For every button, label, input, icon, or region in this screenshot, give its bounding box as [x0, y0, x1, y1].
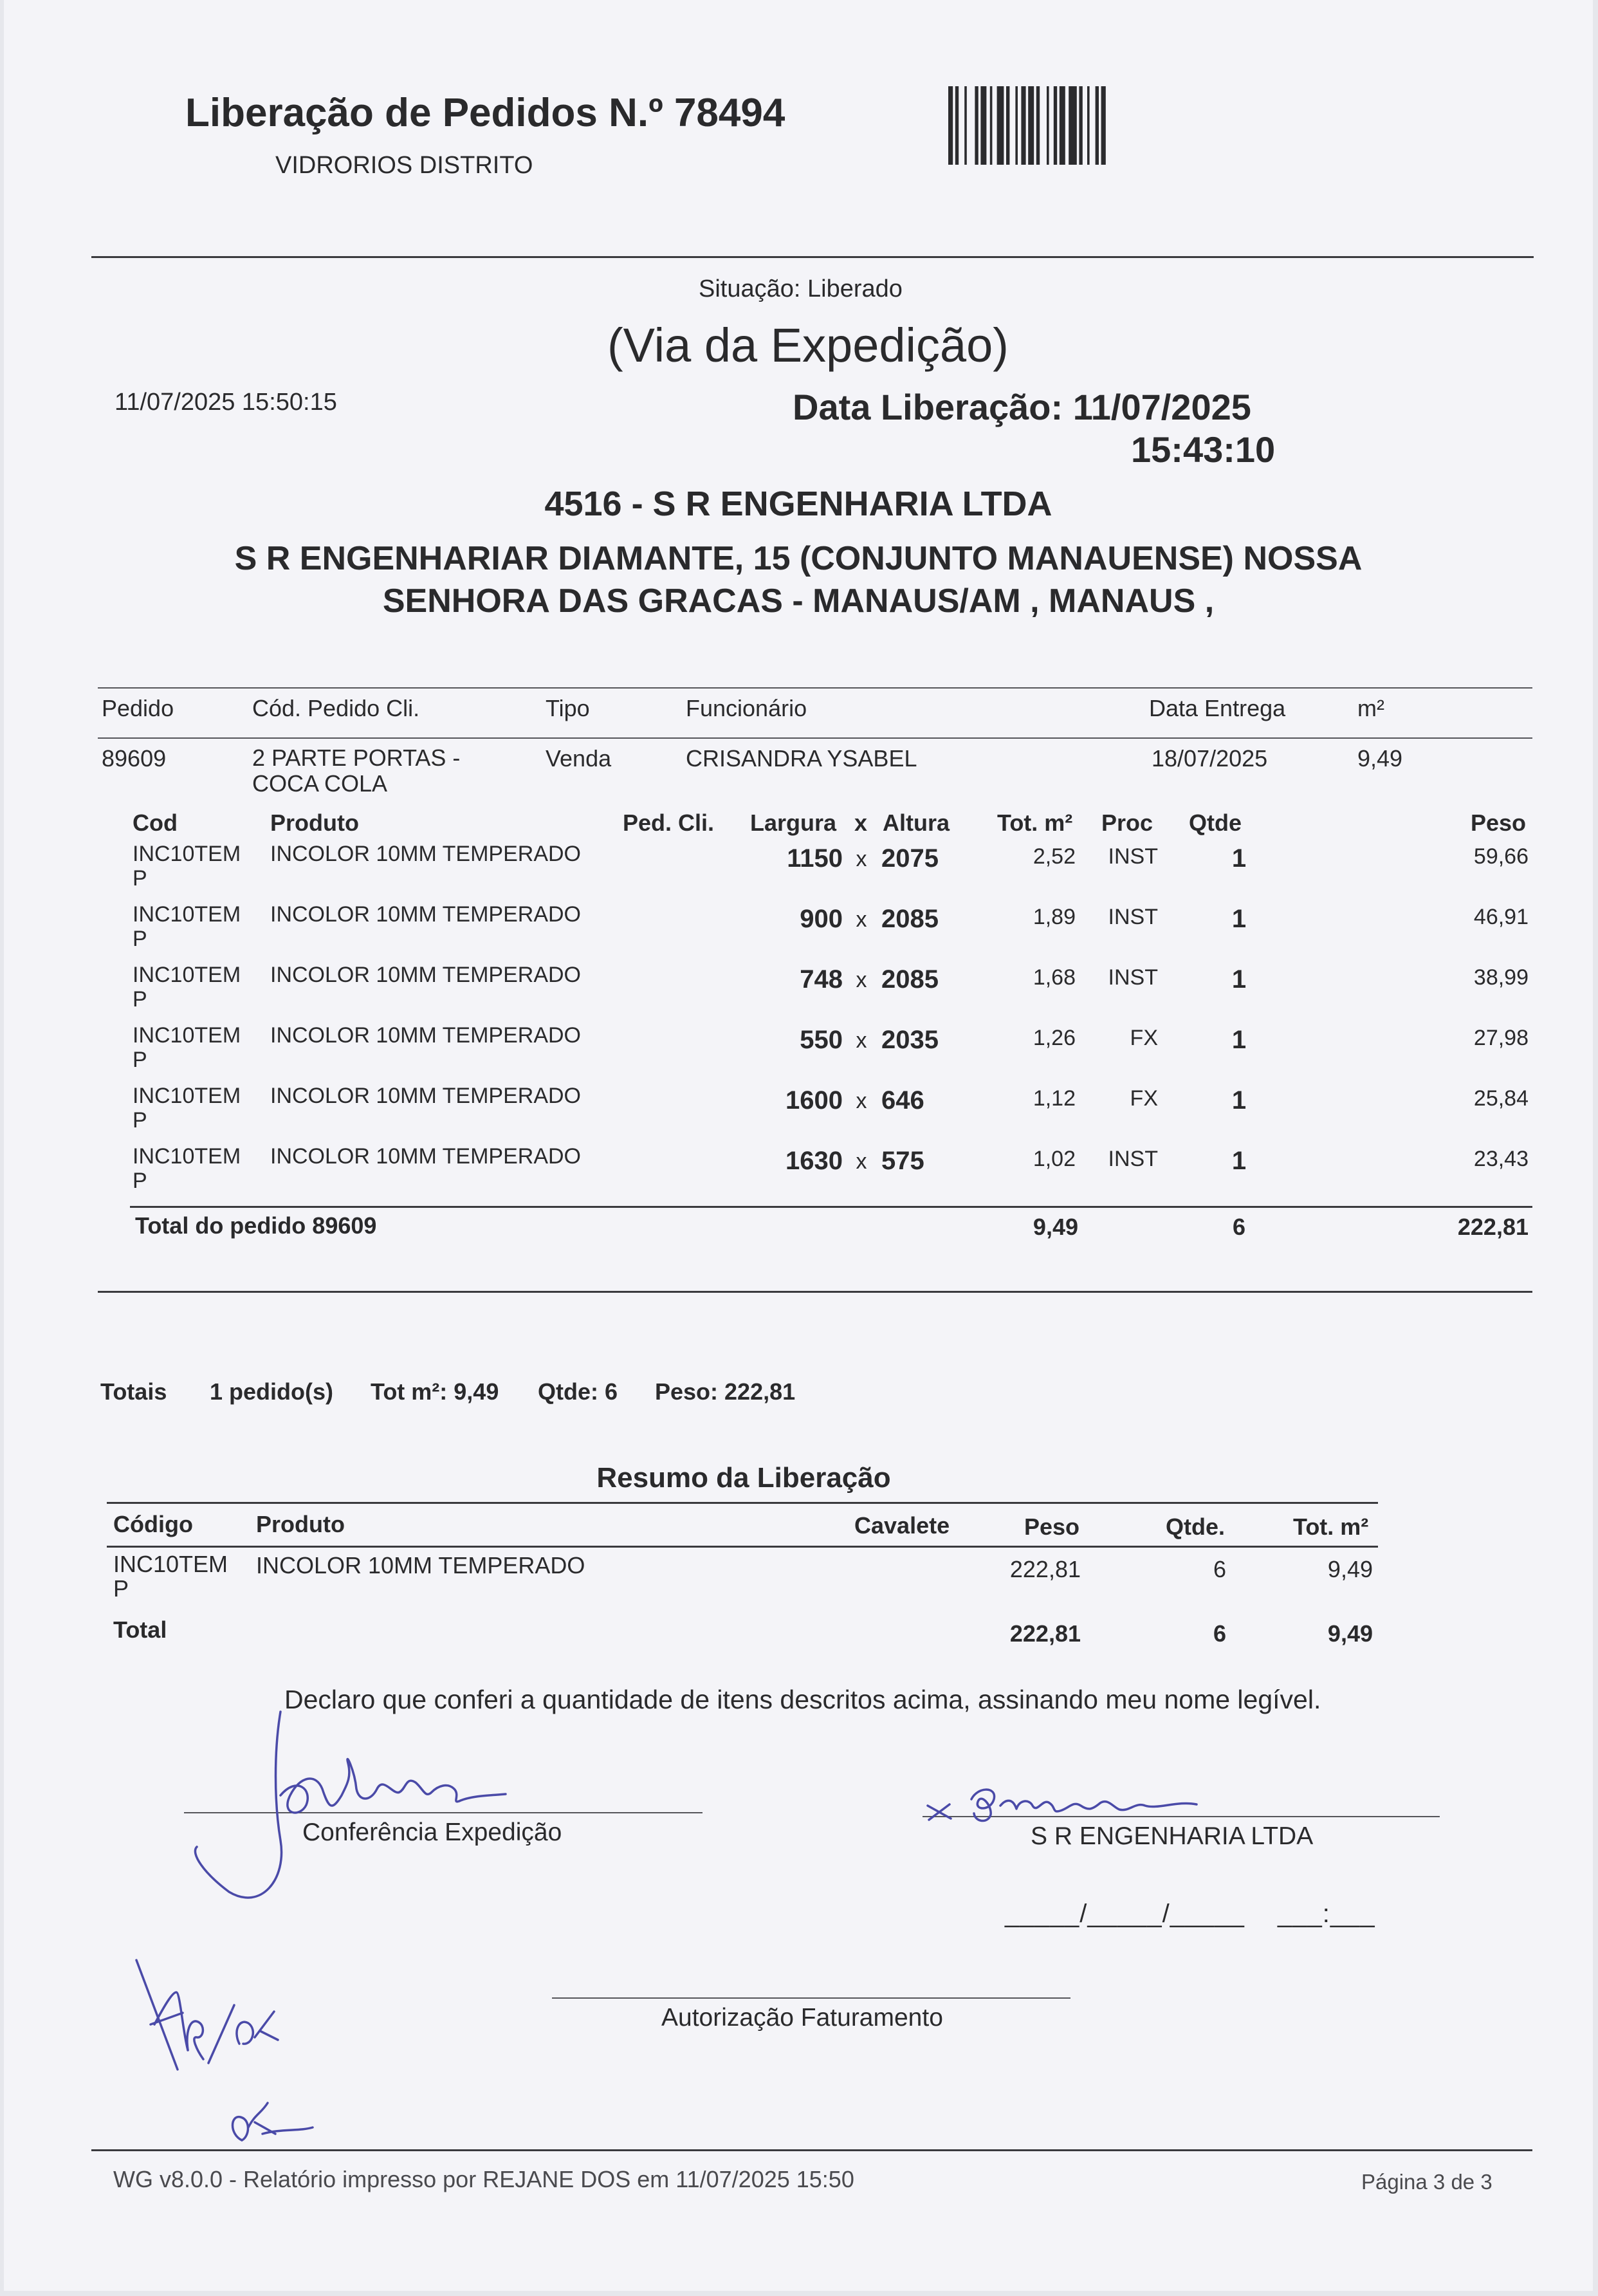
summary-row-codigo: INC10TEMP	[113, 1551, 228, 1602]
summary-col-produto: Produto	[256, 1511, 345, 1537]
footer-print-info: WG v8.0.0 - Relatório impresso por REJANE DOS em 11/07/2025 15:50	[113, 2166, 854, 2192]
item-produto: INCOLOR 10MM TEMPERADO	[270, 1023, 582, 1048]
order-funcionario: CRISANDRA YSABEL	[686, 745, 917, 772]
barcode	[946, 86, 1203, 165]
items-col-tot-m2: Tot. m²	[997, 810, 1073, 836]
item-peso: 46,91	[1473, 905, 1529, 929]
order-data-entrega: 18/07/2025	[1152, 745, 1268, 772]
totals-peso: Peso: 222,81	[655, 1378, 796, 1405]
release-time: 15:43:10	[1131, 429, 1276, 470]
item-x: x	[856, 1149, 867, 1174]
footer-rule	[91, 2149, 1532, 2151]
item-largura: 900	[800, 905, 843, 933]
summary-col-qtde: Qtde.	[1166, 1514, 1226, 1540]
client-name: 4516 - S R ENGENHARIA LTDA	[544, 485, 1052, 523]
item-largura: 1600	[785, 1086, 843, 1115]
summary-row-qtde: 6	[1213, 1556, 1226, 1582]
summary-row-tot-m2: 9,49	[1327, 1556, 1373, 1582]
date-slots: _____/_____/_____	[1005, 1900, 1245, 1928]
time-slots: ___:___	[1278, 1900, 1375, 1928]
summary-total-qtde: 6	[1213, 1620, 1226, 1647]
item-produto: INCOLOR 10MM TEMPERADO	[270, 1084, 582, 1108]
item-tot-m2: 1,68	[1033, 965, 1076, 990]
item-produto: INCOLOR 10MM TEMPERADO	[270, 963, 582, 987]
items-total-label: Total do pedido 89609	[135, 1212, 377, 1239]
item-cod: INC10TEMP	[133, 963, 241, 1012]
client-address-line1: S R ENGENHARIAR DIAMANTE, 15 (CONJUNTO MANAUENSE) NOSSA	[234, 540, 1363, 577]
items-total-rule	[130, 1206, 1532, 1208]
divider	[98, 1291, 1532, 1293]
signature-label-left: Conferência Expedição	[302, 1819, 562, 1846]
summary-col-cavalete: Cavalete	[854, 1512, 950, 1539]
summary-total-label: Total	[113, 1616, 167, 1643]
order-table-top-rule	[98, 687, 1532, 689]
item-proc: FX	[1130, 1086, 1158, 1111]
col-header-pedido: Pedido	[102, 695, 174, 721]
item-tot-m2: 1,26	[1033, 1026, 1076, 1050]
item-produto: INCOLOR 10MM TEMPERADO	[270, 842, 582, 866]
page-title: Liberação de Pedidos N.º 78494	[185, 91, 785, 135]
summary-total-peso: 222,81	[1009, 1620, 1081, 1647]
item-largura: 550	[800, 1026, 843, 1054]
summary-top-rule	[107, 1502, 1378, 1504]
item-x: x	[856, 1028, 867, 1053]
items-col-cod: Cod	[133, 810, 178, 836]
print-timestamp: 11/07/2025 15:50:15	[115, 389, 337, 416]
divider	[91, 256, 1534, 258]
items-col-ped-cli: Ped. Cli.	[623, 810, 715, 836]
item-cod: INC10TEMP	[133, 1023, 241, 1072]
item-cod: INC10TEMP	[133, 1084, 241, 1133]
items-col-qtde: Qtde	[1189, 810, 1242, 836]
item-qtde: 1	[1231, 1086, 1247, 1115]
signature-label-right: S R ENGENHARIA LTDA	[1031, 1822, 1314, 1850]
item-qtde: 1	[1231, 965, 1247, 994]
col-header-m2: m²	[1357, 695, 1384, 721]
order-tipo: Venda	[546, 745, 612, 772]
footer-page-number: Página 3 de 3	[1361, 2170, 1492, 2194]
handwritten-signature-right	[920, 1773, 1254, 1825]
item-produto: INCOLOR 10MM TEMPERADO	[270, 1144, 582, 1169]
items-col-proc: Proc	[1101, 810, 1153, 836]
copy-title: (Via da Expedição)	[607, 319, 1009, 372]
billing-label: Autorização Faturamento	[661, 2004, 943, 2032]
item-cod: INC10TEMP	[133, 902, 241, 951]
declaration-text: Declaro que conferi a quantidade de itens descritos acima, assinando meu nome legível.	[284, 1685, 1321, 1714]
items-col-produto: Produto	[270, 810, 359, 836]
item-altura: 2035	[881, 1026, 939, 1054]
item-peso: 38,99	[1473, 965, 1529, 990]
item-produto: INCOLOR 10MM TEMPERADO	[270, 902, 582, 927]
summary-row-produto: INCOLOR 10MM TEMPERADO	[256, 1552, 585, 1578]
summary-header-rule	[107, 1546, 1378, 1548]
item-x: x	[856, 847, 867, 871]
summary-total-tot-m2: 9,49	[1327, 1620, 1373, 1647]
summary-col-codigo: Código	[113, 1511, 193, 1537]
order-m2: 9,49	[1357, 745, 1403, 772]
item-qtde: 1	[1231, 905, 1247, 933]
summary-col-peso: Peso	[1024, 1514, 1080, 1540]
totals-qtde: Qtde: 6	[538, 1378, 618, 1405]
item-altura: 575	[881, 1147, 924, 1175]
company-name: VIDRORIOS DISTRITO	[275, 152, 533, 179]
item-peso: 59,66	[1473, 844, 1529, 869]
summary-row-peso: 222,81	[1009, 1556, 1081, 1582]
items-col-largura: Largura	[750, 810, 837, 836]
summary-col-tot-m2: Tot. m²	[1293, 1514, 1369, 1540]
release-date: Data Liberação: 11/07/2025	[793, 387, 1251, 427]
item-tot-m2: 1,89	[1033, 905, 1076, 929]
item-proc: INST	[1108, 905, 1158, 929]
item-tot-m2: 2,52	[1033, 844, 1076, 869]
item-tot-m2: 1,12	[1033, 1086, 1076, 1111]
col-header-funcionario: Funcionário	[686, 695, 807, 721]
totals-label: Totais	[100, 1378, 167, 1405]
totals-m2: Tot m²: 9,49	[371, 1378, 499, 1405]
col-header-tipo: Tipo	[546, 695, 590, 721]
item-largura: 1150	[787, 844, 843, 873]
items-total-m2: 9,49	[1033, 1214, 1078, 1240]
item-qtde: 1	[1231, 1147, 1247, 1175]
item-cod: INC10TEMP	[133, 842, 241, 891]
col-header-data-entrega: Data Entrega	[1149, 695, 1286, 721]
item-altura: 2085	[881, 905, 939, 933]
item-peso: 23,43	[1473, 1147, 1529, 1171]
totals-pedidos: 1 pedido(s)	[210, 1378, 334, 1405]
document-page	[4, 0, 1593, 2291]
item-proc: FX	[1130, 1026, 1158, 1050]
item-proc: INST	[1108, 965, 1158, 990]
item-proc: INST	[1108, 844, 1158, 869]
items-col-x: x	[854, 810, 868, 836]
item-x: x	[856, 1089, 867, 1113]
items-total-peso: 222,81	[1457, 1214, 1529, 1240]
item-altura: 2075	[881, 844, 939, 873]
item-x: x	[856, 968, 867, 992]
status-text: Situação: Liberado	[699, 275, 903, 302]
col-header-cod-cli: Cód. Pedido Cli.	[252, 695, 420, 721]
items-col-peso: Peso	[1471, 810, 1527, 836]
item-peso: 25,84	[1473, 1086, 1529, 1111]
handwritten-date-note	[126, 1954, 319, 2160]
item-altura: 646	[881, 1086, 924, 1115]
summary-title: Resumo da Liberação	[596, 1462, 891, 1494]
client-address-line2: SENHORA DAS GRACAS - MANAUS/AM , MANAUS ,	[382, 582, 1215, 620]
billing-line	[552, 1997, 1070, 1999]
item-proc: INST	[1108, 1147, 1158, 1171]
order-table-header-rule	[98, 737, 1532, 739]
order-pedido: 89609	[102, 745, 167, 772]
item-x: x	[856, 907, 867, 932]
item-qtde: 1	[1231, 1026, 1247, 1054]
item-largura: 1630	[785, 1147, 843, 1175]
items-col-altura: Altura	[883, 810, 950, 836]
items-total-qtde: 6	[1232, 1214, 1246, 1240]
order-cod-cli: 2 PARTE PORTAS - COCA COLA	[252, 745, 461, 797]
item-qtde: 1	[1231, 844, 1247, 873]
item-cod: INC10TEMP	[133, 1144, 241, 1193]
item-altura: 2085	[881, 965, 939, 994]
handwritten-signature-left	[184, 1699, 531, 1918]
item-tot-m2: 1,02	[1033, 1147, 1076, 1171]
item-largura: 748	[800, 965, 843, 994]
item-peso: 27,98	[1473, 1026, 1529, 1050]
